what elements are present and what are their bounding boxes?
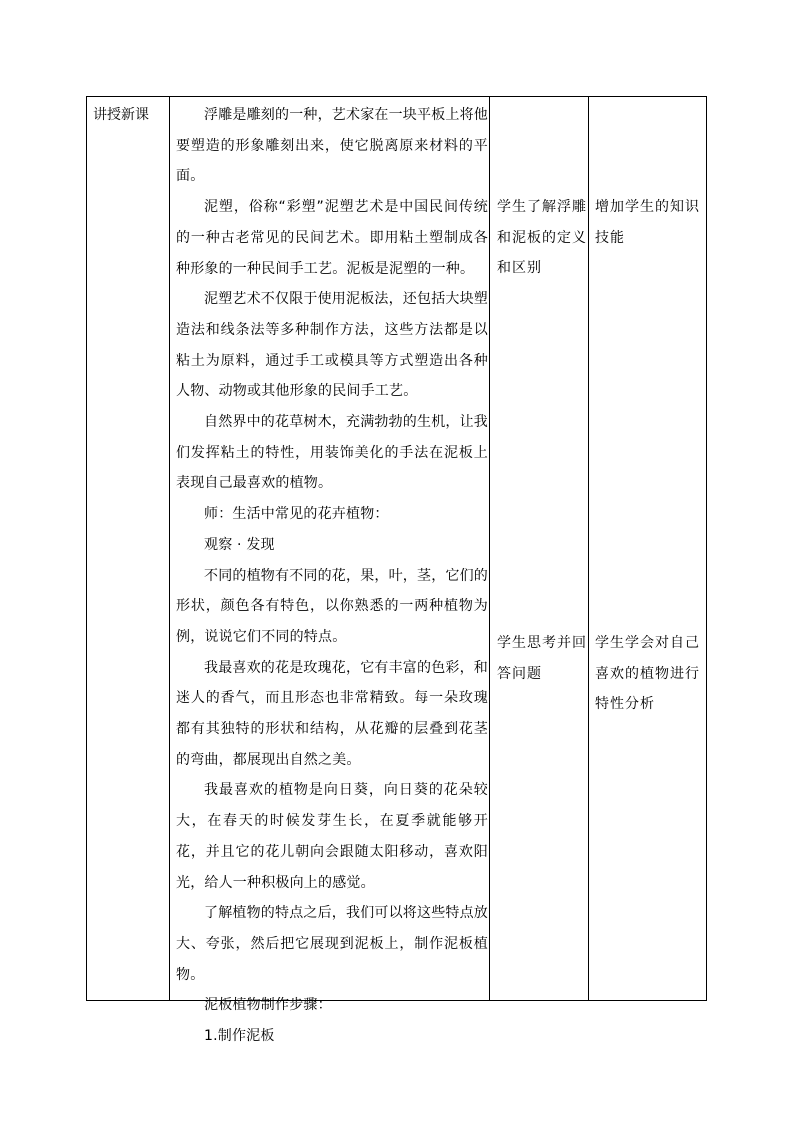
paragraph: 观察 · 发现: [204, 536, 275, 553]
design-intent-2: 学生学会对自己喜欢的植物进行特性分析: [595, 635, 700, 713]
column-divider: [489, 97, 490, 1000]
paragraph: 了解植物的特点之后，我们可以将这些特点放大、夸张，然后把它展现到泥板上，制作泥板植物。: [176, 905, 488, 983]
main-content: [176, 100, 488, 1052]
column-divider: [169, 97, 170, 1000]
section-label: 讲授新课: [93, 107, 149, 123]
paragraph: 不同的植物有不同的花，果，叶，茎，它们的形状，颜色各有特色，以你熟悉的一两种植物为例，说说它们不同的特点。: [176, 567, 488, 645]
lesson-table: [86, 96, 707, 1045]
paragraph: 泥板植物制作步骤：: [204, 997, 332, 1014]
paragraph: 师：生活中常见的花卉植物：: [204, 506, 389, 523]
paragraph: 泥塑，俗称“彩塑”泥塑艺术是中国民间传统的一种古老常见的民间艺术。即用粘土塑制成各种形象的一种民间手工艺。泥板是泥塑的一种。: [176, 199, 488, 277]
paragraph: 泥塑艺术不仅限于使用泥板法，还包括大块塑造法和线条法等多种制作方法，这些方法都是以粘土为原料，通过手工或模具等方式塑造出各种人物、动物或其他形象的民间手工艺。: [176, 291, 488, 400]
paragraph: 我最喜欢的花是玫瑰花，它有丰富的色彩，和迷人的香气，而且形态也非常精致。每一朵玫瑰都有其独特的形状和结构，从花瓣的层叠到花茎的弯曲，都展现出自然之美。: [176, 659, 488, 768]
paragraph: 我最喜欢的植物是向日葵，向日葵的花朵较大，在春天的时候发芽生长，在夏季就能够开花，并且它的花儿朝向会跟随太阳移动，喜欢阳光，给人一种积极向上的感觉。: [176, 782, 488, 891]
paragraph: 1.制作泥板: [204, 1028, 275, 1045]
paragraph: 浮雕是雕刻的一种，艺术家在一块平板上将他要塑造的形象雕刻出来，使它脱离原来材料的平面。: [176, 107, 488, 185]
paragraph: 自然界中的花草树木，充满勃勃的生机，让我们发挥粘土的特性，用装饰美化的手法在泥板上表现自己最喜欢的植物。: [176, 414, 488, 492]
design-intent-1: 增加学生的知识技能: [595, 199, 700, 246]
student-activity-2: 学生思考并回答问题: [497, 635, 587, 682]
student-activity-1: 学生了解浮雕和泥板的定义和区别: [497, 199, 587, 277]
